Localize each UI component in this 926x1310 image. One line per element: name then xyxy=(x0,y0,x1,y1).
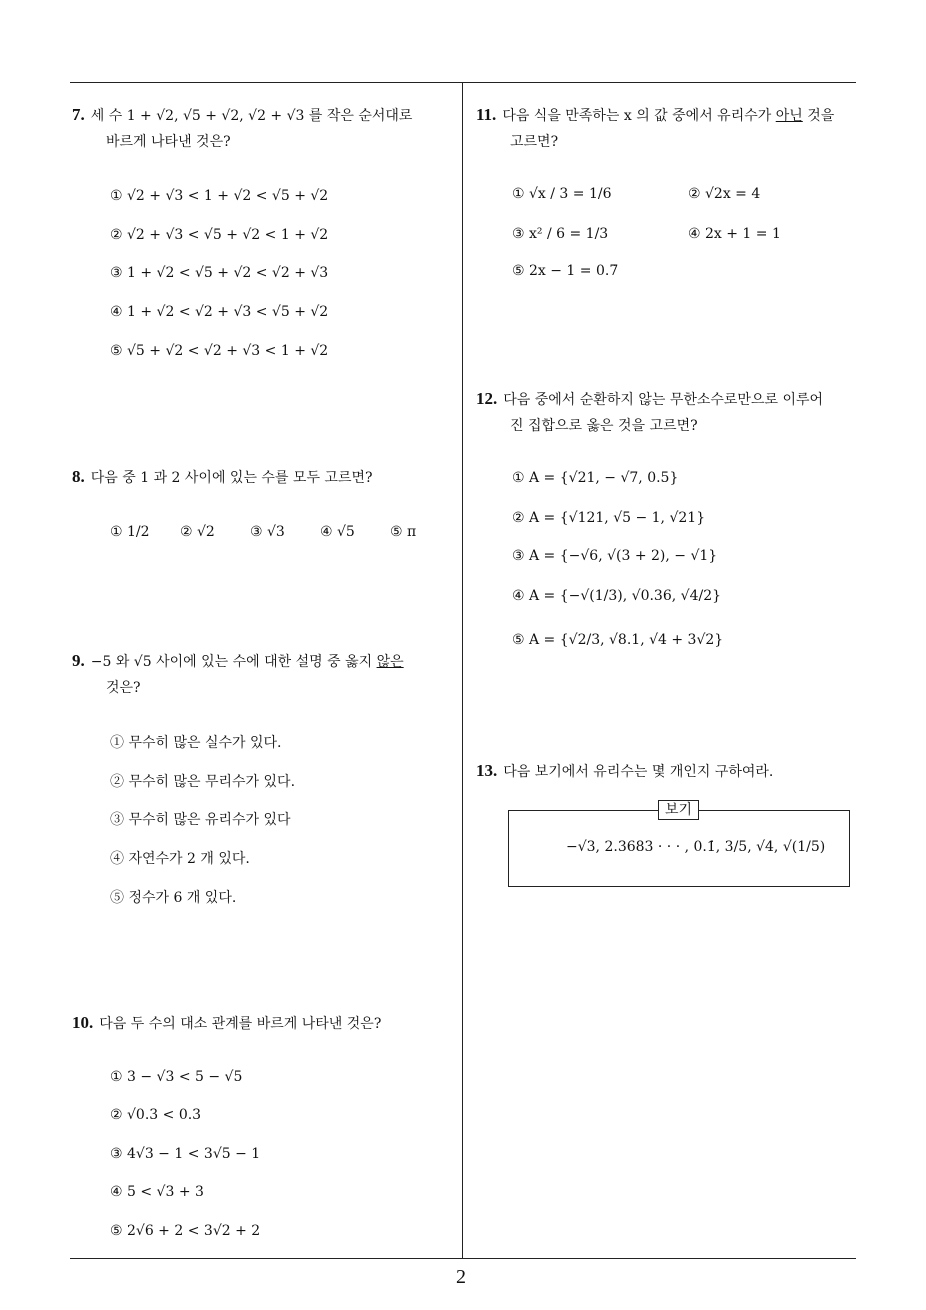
option-1[interactable]: ① 무수히 많은 실수가 있다. xyxy=(110,735,282,751)
question-text: 다음 식을 만족하는 x 의 값 중에서 유리수가 xyxy=(502,108,776,124)
question-text: 다음 중에서 순환하지 않는 무한소수로만으로 이루어 xyxy=(503,392,824,408)
option-3[interactable]: ③ 4√3 − 1 < 3√5 − 1 xyxy=(110,1146,261,1162)
question-11 xyxy=(476,102,861,155)
option-4[interactable]: ④ 2x + 1 = 1 xyxy=(688,226,781,242)
question-number: 13. xyxy=(476,761,498,780)
question-text: 진 집합으로 옳은 것을 고르면? xyxy=(510,418,698,434)
option-1[interactable]: ① A = {√21, − √7, 0.5} xyxy=(512,470,679,486)
option-4[interactable]: ④ √5 xyxy=(320,524,355,540)
option-1[interactable]: ① 1/2 xyxy=(110,524,150,540)
option-2[interactable]: ② A = {√121, √5 − 1, √21} xyxy=(512,510,706,526)
option-3[interactable]: ③ A = {−√6, √(3 + 2), − √1} xyxy=(512,548,718,564)
option-3[interactable]: ③ √3 xyxy=(250,524,285,540)
question-text: 세 수 1 + √2, √5 + √2, √2 + √3 를 작은 순서대로 xyxy=(90,108,413,124)
bogi-content: −√3, 2.3683 · · · , 0.1̇, 3/5, √4, √(1/5) xyxy=(566,839,826,855)
question-12 xyxy=(476,386,861,439)
question-text: 다음 중 1 과 2 사이에 있는 수를 모두 고르면? xyxy=(90,470,373,486)
option-5[interactable]: ⑤ 정수가 6 개 있다. xyxy=(110,890,237,906)
option-2[interactable]: ② √2 + √3 < √5 + √2 < 1 + √2 xyxy=(110,227,329,243)
top-rule xyxy=(70,82,856,83)
option-3[interactable]: ③ 무수히 많은 유리수가 있다 xyxy=(110,812,291,828)
option-4[interactable]: ④ A = {−√(1/3), √0.36, √4/2} xyxy=(512,588,722,604)
option-1[interactable]: ① √2 + √3 < 1 + √2 < √5 + √2 xyxy=(110,188,329,204)
question-number: 11. xyxy=(476,105,497,124)
question-number: 7. xyxy=(72,105,85,124)
question-text: 다음 두 수의 대소 관계를 바르게 나타낸 것은? xyxy=(99,1016,382,1032)
option-3[interactable]: ③ 1 + √2 < √5 + √2 < √2 + √3 xyxy=(110,265,329,281)
option-1[interactable]: ① 3 − √3 < 5 − √5 xyxy=(110,1069,243,1085)
question-number: 10. xyxy=(72,1013,94,1032)
question-text: 바르게 나타낸 것은? xyxy=(106,134,231,150)
question-8 xyxy=(72,464,457,491)
bogi-label: 보기 xyxy=(658,800,699,820)
question-text: 다음 보기에서 유리수는 몇 개인지 구하여라. xyxy=(503,764,774,780)
question-text: 고르면? xyxy=(510,134,559,150)
option-5[interactable]: ⑤ 2√6 + 2 < 3√2 + 2 xyxy=(110,1223,261,1239)
question-10 xyxy=(72,1010,457,1037)
option-2[interactable]: ② √2x = 4 xyxy=(688,186,761,202)
option-4[interactable]: ④ 5 < √3 + 3 xyxy=(110,1184,204,1200)
question-text: −5 와 √5 사이에 있는 수에 대한 설명 중 옳지 xyxy=(90,654,377,670)
option-5[interactable]: ⑤ π xyxy=(390,524,417,540)
option-5[interactable]: ⑤ A = {√2/3, √8.1, √4 + 3√2} xyxy=(512,632,724,648)
question-text: 것은? xyxy=(106,680,141,696)
option-4[interactable]: ④ 자연수가 2 개 있다. xyxy=(110,851,250,867)
question-text: 것을 xyxy=(802,108,835,124)
question-number: 8. xyxy=(72,467,85,486)
question-number: 9. xyxy=(72,651,85,670)
page-number: 2 xyxy=(456,1266,466,1288)
option-4[interactable]: ④ 1 + √2 < √2 + √3 < √5 + √2 xyxy=(110,304,329,320)
option-1[interactable]: ① √x / 3 = 1/6 xyxy=(512,186,612,202)
question-7 xyxy=(72,102,457,155)
bottom-rule xyxy=(70,1258,856,1259)
option-2[interactable]: ② √2 xyxy=(180,524,215,540)
underlined-word: 아닌 xyxy=(775,108,803,124)
question-number: 12. xyxy=(476,389,498,408)
option-5[interactable]: ⑤ √5 + √2 < √2 + √3 < 1 + √2 xyxy=(110,343,329,359)
underlined-word: 않은 xyxy=(376,654,404,670)
option-5[interactable]: ⑤ 2x − 1 = 0.7̇ xyxy=(512,263,619,279)
column-divider xyxy=(462,82,463,1258)
option-3[interactable]: ③ x² / 6 = 1/3 xyxy=(512,226,609,242)
option-2[interactable]: ② √0.3 < 0.3 xyxy=(110,1107,202,1123)
question-9 xyxy=(72,648,457,701)
option-2[interactable]: ② 무수히 많은 무리수가 있다. xyxy=(110,774,296,790)
question-13 xyxy=(476,758,861,785)
